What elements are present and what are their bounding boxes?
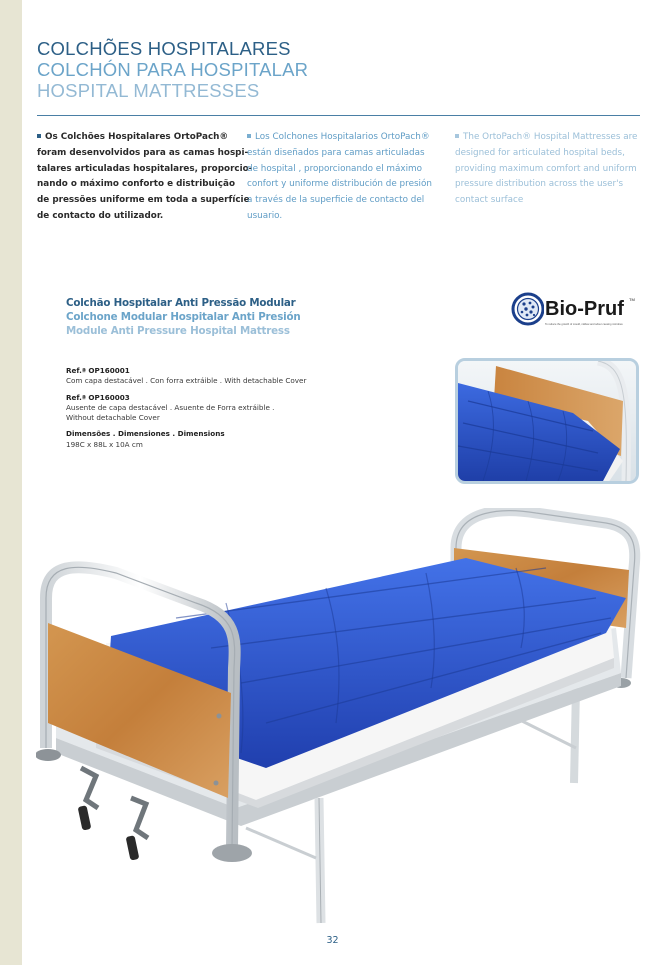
ref2-description-line1: Ausente de capa destacável . Asuente de Forra extráible . bbox=[66, 402, 275, 412]
ref2-description-line2: Without detachable Cover bbox=[66, 413, 160, 423]
ref2-label: Ref.ª OP160003 bbox=[66, 392, 130, 402]
mattress-detail-photo bbox=[455, 358, 639, 484]
intro-english: The OrtoPach® Hospital Mattresses are designed for articulated hospital beds, providing maximum comfort and uniform pressure distribution across the user's contact surface bbox=[455, 132, 638, 206]
product-name-spanish: Colchone Modular Hospitalar Anti Presión bbox=[66, 311, 301, 323]
logo-brand-text: Bio-Pruf bbox=[545, 298, 624, 320]
page-titles bbox=[37, 38, 308, 101]
logo-trademark: TM bbox=[629, 297, 635, 302]
page-number: 32 bbox=[326, 935, 339, 946]
title-english: HOSPITAL MATTRESSES bbox=[37, 80, 260, 101]
intro-spanish: Los Colchones Hospitalarios OrtoPach® están diseñados para camas articuladas de hospital , proporcionando el máximo confort y uniforme distribución de presión a través de la superficie de contacto del usuario. bbox=[247, 132, 432, 221]
bio-pruf-logo bbox=[511, 292, 637, 330]
hospital-bed-photo bbox=[36, 508, 642, 930]
dimensions-value: 198C x 88L x 10A cm bbox=[66, 439, 143, 449]
dimensions-label: Dimensões . Dimensiones . Dimensions bbox=[66, 429, 225, 439]
title-portuguese: COLCHÕES HOSPITALARES bbox=[37, 38, 291, 59]
ref1-description: Com capa destacável . Con forra extráible . With detachable Cover bbox=[66, 376, 307, 386]
product-heading bbox=[66, 296, 300, 338]
bullet-square-icon bbox=[247, 134, 251, 138]
bio-pruf-logo-graphic bbox=[511, 292, 637, 330]
mattress-detail-illustration bbox=[458, 361, 636, 481]
product-name-english: Module Anti Pressure Hospital Mattress bbox=[66, 325, 290, 337]
logo-tagline: To reduce the growth of mould, mildew and odour causing microbes bbox=[545, 323, 623, 326]
page-spine bbox=[0, 0, 22, 965]
product-specs bbox=[66, 366, 306, 450]
intro-portuguese: Os Colchões Hospitalares OrtoPach® foram desenvolvidos para as camas hospi- talares articuladas hospitalares, proporcio- nando o máximo conforto e distribuição de pressões uniforme em toda a superfície de contacto do utilizador. bbox=[37, 132, 253, 221]
bullet-square-icon bbox=[37, 134, 41, 138]
title-spanish: COLCHÓN PARA HOSPITALAR bbox=[37, 59, 309, 80]
bullet-square-icon bbox=[455, 134, 459, 138]
title-divider bbox=[37, 115, 640, 116]
product-name-portuguese: Colchão Hospitalar Anti Pressão Modular bbox=[66, 297, 296, 309]
ref1-label: Ref.ª OP160001 bbox=[66, 366, 130, 375]
hospital-bed-illustration bbox=[36, 508, 642, 930]
